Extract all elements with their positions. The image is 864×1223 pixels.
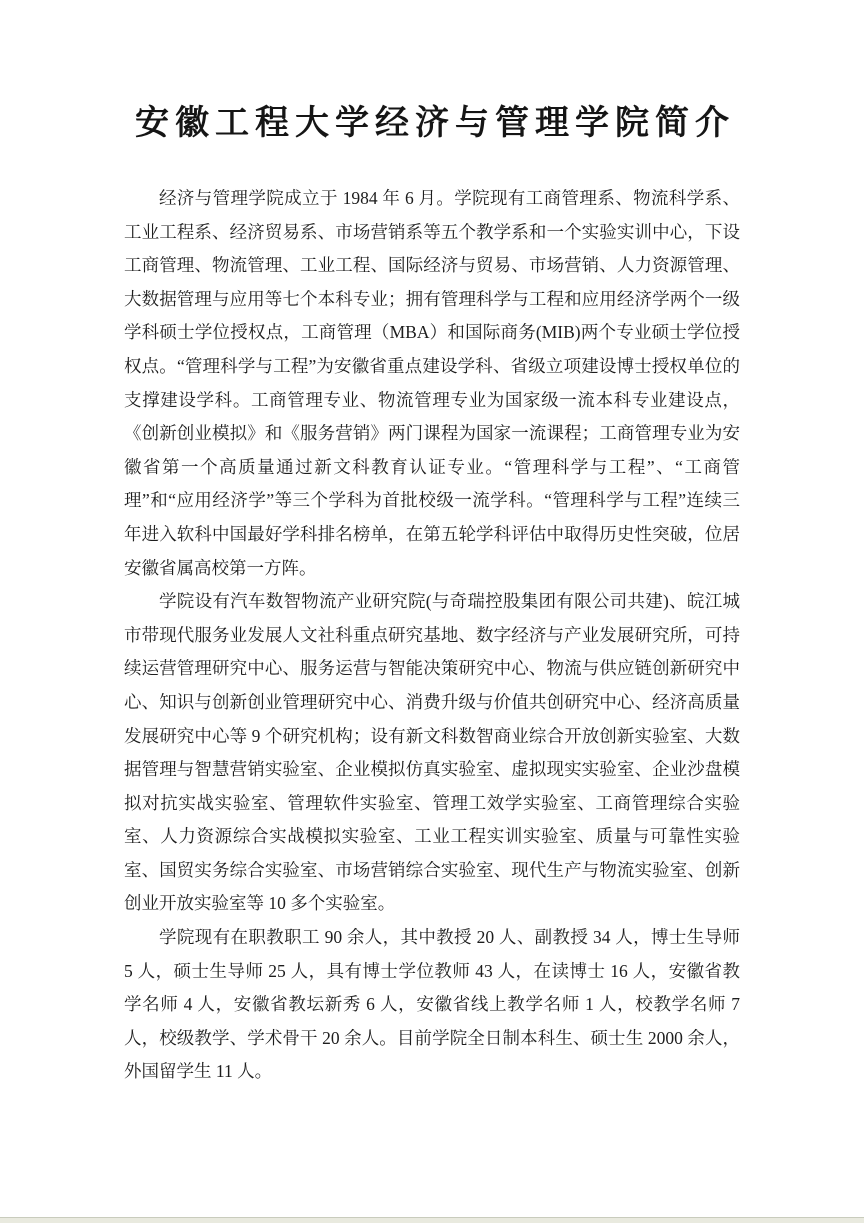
paragraph-research-institutes-labs: 学院设有汽车数智物流产业研究院(与奇瑞控股集团有限公司共建)、皖江城市带现代服务业发展人文社科重点研究基地、数字经济与产业发展研究所，可持续运营管理研究中心、服务运营与智能决策研究中心、物流与供应链创新研究中心、知识与创新创业管理研究中心、消费升级与价值共创研究中心、经济高质量发展研究中心等 9 个研究机构；设有新文科数智商业综合开放创新实验室、大数据管理与智慧营销实验室、企业模拟仿真实验室、虚拟现实实验室、企业沙盘模拟对抗实战实验室、管理软件实验室、管理工效学实验室、工商管理综合实验室、人力资源综合实战模拟实验室、工业工程实训实验室、质量与可靠性实验室、国贸实务综合实验室、市场营销综合实验室、现代生产与物流实验室、创新创业开放实验室等 10 多个实验室。 bbox=[124, 591, 740, 914]
page-bottom-edge bbox=[0, 1217, 864, 1223]
document-title: 安徽工程大学经济与管理学院简介 bbox=[135, 104, 735, 142]
document-body bbox=[124, 182, 740, 1089]
paragraph-faculty-students: 学院现有在职教职工 90 余人，其中教授 20 人、副教授 34 人，博士生导师 5 人，硕士生导师 25 人，具有博士学位教师 43 人，在读博士 16 人，安徽省教学名师 4 人，安徽省教坛新秀 6 人，安徽省线上教学名师 1 人，校教学名师 7 人，校级教学、学术骨干 20 余人。目前学院全日制本科生、硕士生 2000 余人，外国留学生 11 人。 bbox=[124, 927, 740, 1082]
paragraph-college-overview: 经济与管理学院成立于 1984 年 6 月。学院现有工商管理系、物流科学系、工业工程系、经济贸易系、市场营销系等五个教学系和一个实验实训中心，下设工商管理、物流管理、工业工程、国际经济与贸易、市场营销、人力资源管理、大数据管理与应用等七个本科专业；拥有管理科学与工程和应用经济学两个一级学科硕士学位授权点，工商管理（MBA）和国际商务(MIB)两个专业硕士学位授权点。“管理科学与工程”为安徽省重点建设学科、省级立项建设博士授权单位的支撑建设学科。工商管理专业、物流管理专业为国家级一流本科专业建设点，《创新创业模拟》和《服务营销》两门课程为国家一流课程；工商管理专业为安徽省第一个高质量通过新文科教育认证专业。“管理科学与工程”、“工商管理”和“应用经济学”等三个学科为首批校级一流学科。“管理科学与工程”连续三年进入软科中国最好学科排名榜单，在第五轮学科评估中取得历史性突破，位居安徽省属高校第一方阵。 bbox=[124, 188, 740, 578]
